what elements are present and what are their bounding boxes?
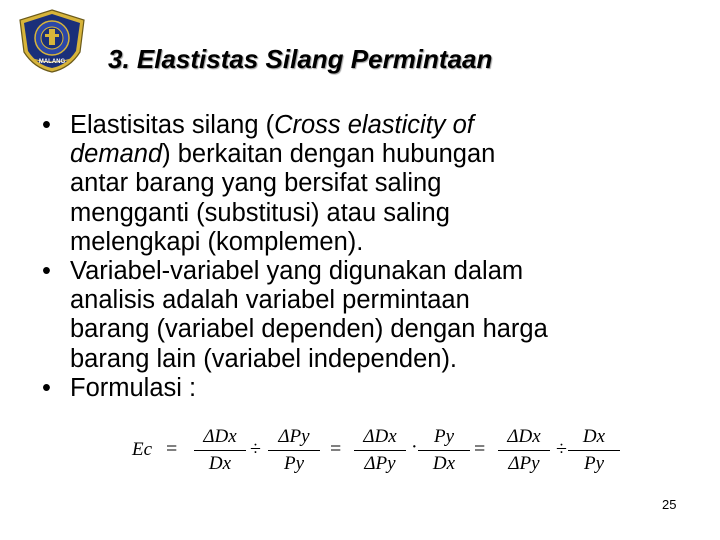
bullet-line: Variabel-variabel yang digunakan dalam (70, 257, 524, 286)
page-number: 25 (662, 497, 677, 512)
bullet-item (40, 111, 712, 257)
fraction-bar (268, 450, 320, 451)
text-run: Elastisitas silang ( (70, 111, 275, 139)
fraction-denominator: Dx (208, 453, 232, 475)
bullet-dot-icon: • (42, 257, 51, 286)
bullet-line: mengganti (substitusi) atau saling (70, 198, 450, 227)
svg-text:MALANG: MALANG (38, 59, 66, 65)
bullet-line (70, 140, 712, 169)
fraction (498, 426, 550, 475)
bullet-item (40, 257, 712, 374)
bullet-dot-icon: • (42, 373, 51, 402)
fraction-denominator: Py (583, 453, 605, 475)
equals-sign: = (166, 438, 178, 460)
divide-sign: ÷ (250, 438, 261, 460)
text-run: ) berkaitan dengan hubungan (162, 140, 496, 169)
fraction (194, 426, 246, 475)
bullet-line: barang lain (variabel independen). (70, 344, 458, 373)
fraction-numerator: Py (433, 426, 455, 447)
italic-text-run: demand (70, 140, 163, 169)
fraction (268, 426, 320, 475)
fraction (568, 426, 620, 475)
bullet-line: antar barang yang bersifat saling (70, 169, 442, 198)
formula-lhs: Ec (132, 439, 153, 460)
university-seal-logo (14, 8, 90, 74)
italic-text-run: Cross elasticity of (274, 111, 474, 139)
fraction-denominator: ΔPy (364, 453, 396, 475)
fraction-denominator: ΔPy (508, 453, 540, 475)
fraction (354, 426, 406, 475)
fraction-denominator: Py (283, 453, 305, 475)
fraction-bar (354, 450, 406, 451)
bullet-line: melengkapi (komplemen). (70, 227, 364, 256)
divide-sign: ÷ (556, 438, 567, 460)
fraction-numerator: ΔPy (278, 426, 310, 447)
bullet-dot-icon: • (42, 111, 51, 139)
fraction-bar (498, 450, 550, 451)
bullet-line: Formulasi : (70, 373, 197, 402)
fraction-numerator: ΔDx (507, 426, 541, 447)
bullet-item (40, 374, 712, 403)
bullet-list (40, 111, 712, 403)
equals-sign: = (330, 438, 342, 460)
university-seal-icon (14, 8, 90, 74)
fraction-bar (418, 450, 470, 451)
fraction-bar (568, 450, 620, 451)
fraction (418, 426, 470, 475)
bullet-line: analisis adalah variabel permintaan (70, 286, 470, 315)
multiply-dot: · (411, 436, 418, 458)
fraction-numerator: Dx (582, 426, 606, 447)
equals-sign: = (474, 438, 486, 460)
fraction-numerator: ΔDx (363, 426, 397, 447)
bullet-line: barang (variabel dependen) dengan harga (70, 315, 548, 344)
fraction-denominator: Dx (432, 453, 456, 475)
cross-elasticity-formula (128, 424, 618, 482)
slide-title: 3. Elastistas Silang Permintaan (108, 44, 493, 74)
fraction-numerator: ΔDx (203, 426, 237, 447)
fraction-bar (194, 450, 246, 451)
bullet-line (70, 111, 712, 140)
